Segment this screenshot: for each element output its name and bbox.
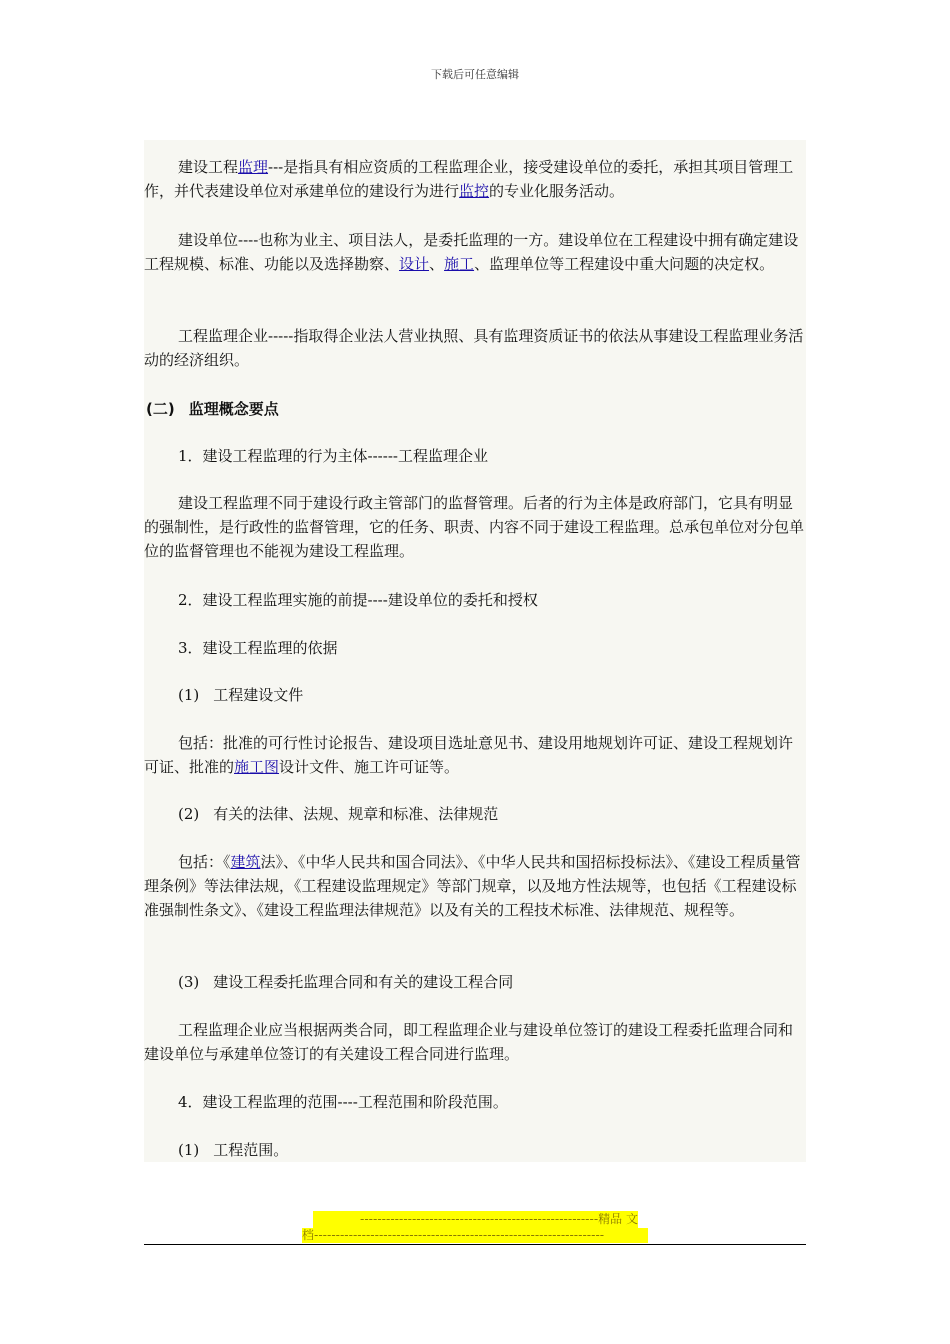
sub-item-text: 工程范围。 <box>213 1141 289 1159</box>
paragraph-laws <box>144 850 806 922</box>
definition-enterprise: 工程监理企业-----指取得企业法人营业执照、具有监理资质证书的依法从事建设工程监理业务活动的经济组织。 <box>144 327 804 369</box>
text-span: 包括：《 <box>178 853 231 871</box>
sub-item-number: (1) <box>178 1141 200 1159</box>
text-span: 建设单位----也称为业主、项目法人，是委托监理的一方。建设单位在工程建设中拥有确定建设工程规模、标准、功能以及选择勘察、 <box>144 231 799 273</box>
section-heading <box>146 397 279 421</box>
text-span: 、监理单位等工程建设中重大问题的决定权。 <box>474 255 775 273</box>
sub-item-1 <box>178 683 303 707</box>
link-architecture[interactable]: 建筑 <box>230 853 261 871</box>
footer-watermark-line-2: 档------------------------------------------------------------------- <box>302 1228 648 1243</box>
text-span: 设计文件、施工许可证等。 <box>279 758 460 776</box>
point-3: 3．建设工程监理的依据 <box>178 639 338 657</box>
definition-supervision <box>144 155 806 203</box>
footer-watermark-line-1: -------------------------------------------------------精品 文 <box>313 1211 638 1228</box>
text-span: 的专业化服务活动。 <box>489 182 625 200</box>
sub-item-4 <box>178 1138 288 1162</box>
link-design[interactable]: 设计 <box>399 255 430 273</box>
text-span: ---是指具有相应资质的工程监理企业，接受建设单位的委托，承担其项目管理工作，并代表建设单位对承建单位的建设行为进行 <box>144 158 794 200</box>
paragraph-contracts: 工程监理企业应当根据两类合同，即工程监理企业与建设单位签订的建设工程委托监理合同和建设单位与承建单位签订的有关建设工程合同进行监理。 <box>144 1021 794 1063</box>
sub-item-3 <box>178 970 513 994</box>
link-construction-drawing[interactable]: 施工图 <box>234 758 280 776</box>
page-header: 下载后可任意编辑 <box>431 68 519 81</box>
text-span: 包括：批准的可行性讨论报告、建设项目选址意见书、建设用地规划许可证、建设工程规划许可证、批准的 <box>144 734 794 776</box>
point-4: 4．建设工程监理的范围----工程范围和阶段范围。 <box>178 1093 508 1111</box>
sub-item-2 <box>178 802 498 826</box>
link-construction[interactable]: 施工 <box>444 255 475 273</box>
paragraph-point-1: 建设工程监理不同于建设行政主管部门的监督管理。后者的行为主体是政府部门，它具有明显的强制性，是行政性的监督管理，它的任务、职责、内容不同于建设工程监理。总承包单位对分包单位的监督管理也不能视为建设工程监理。 <box>144 494 805 560</box>
link-monitoring[interactable]: 监控 <box>459 182 490 200</box>
footer-divider <box>144 1244 806 1245</box>
sub-item-number: (1) <box>178 686 200 704</box>
heading-text: 监理概念要点 <box>188 400 279 418</box>
sub-item-text: 建设工程委托监理合同和有关的建设工程合同 <box>213 973 514 991</box>
text-span: 法》、《中华人民共和国合同法》、《中华人民共和国招标投标法》、《建设工程质量管理条例》等法律法规，《工程建设监理规定》等部门规章，以及地方性法规等，也包括《工程建设标准强制性条文》、《建设工程监理法律规范》以及有关的工程技术标准、法律规范、规程等。 <box>144 853 801 919</box>
sub-item-text: 有关的法律、法规、规章和标准、法律规范 <box>213 805 499 823</box>
point-2: 2．建设工程监理实施的前提----建设单位的委托和授权 <box>178 591 538 609</box>
sub-item-number: (2) <box>178 805 200 823</box>
sub-item-text: 工程建设文件 <box>213 686 304 704</box>
point-1: 1．建设工程监理的行为主体------工程监理企业 <box>178 447 488 465</box>
sub-item-number: (3) <box>178 973 200 991</box>
text-span: 、 <box>429 255 445 273</box>
heading-number: (二) <box>146 400 175 418</box>
link-supervision[interactable]: 监理 <box>238 158 269 176</box>
paragraph-documents <box>144 731 806 779</box>
definition-owner <box>144 228 806 276</box>
text-span: 建设工程 <box>178 158 239 176</box>
